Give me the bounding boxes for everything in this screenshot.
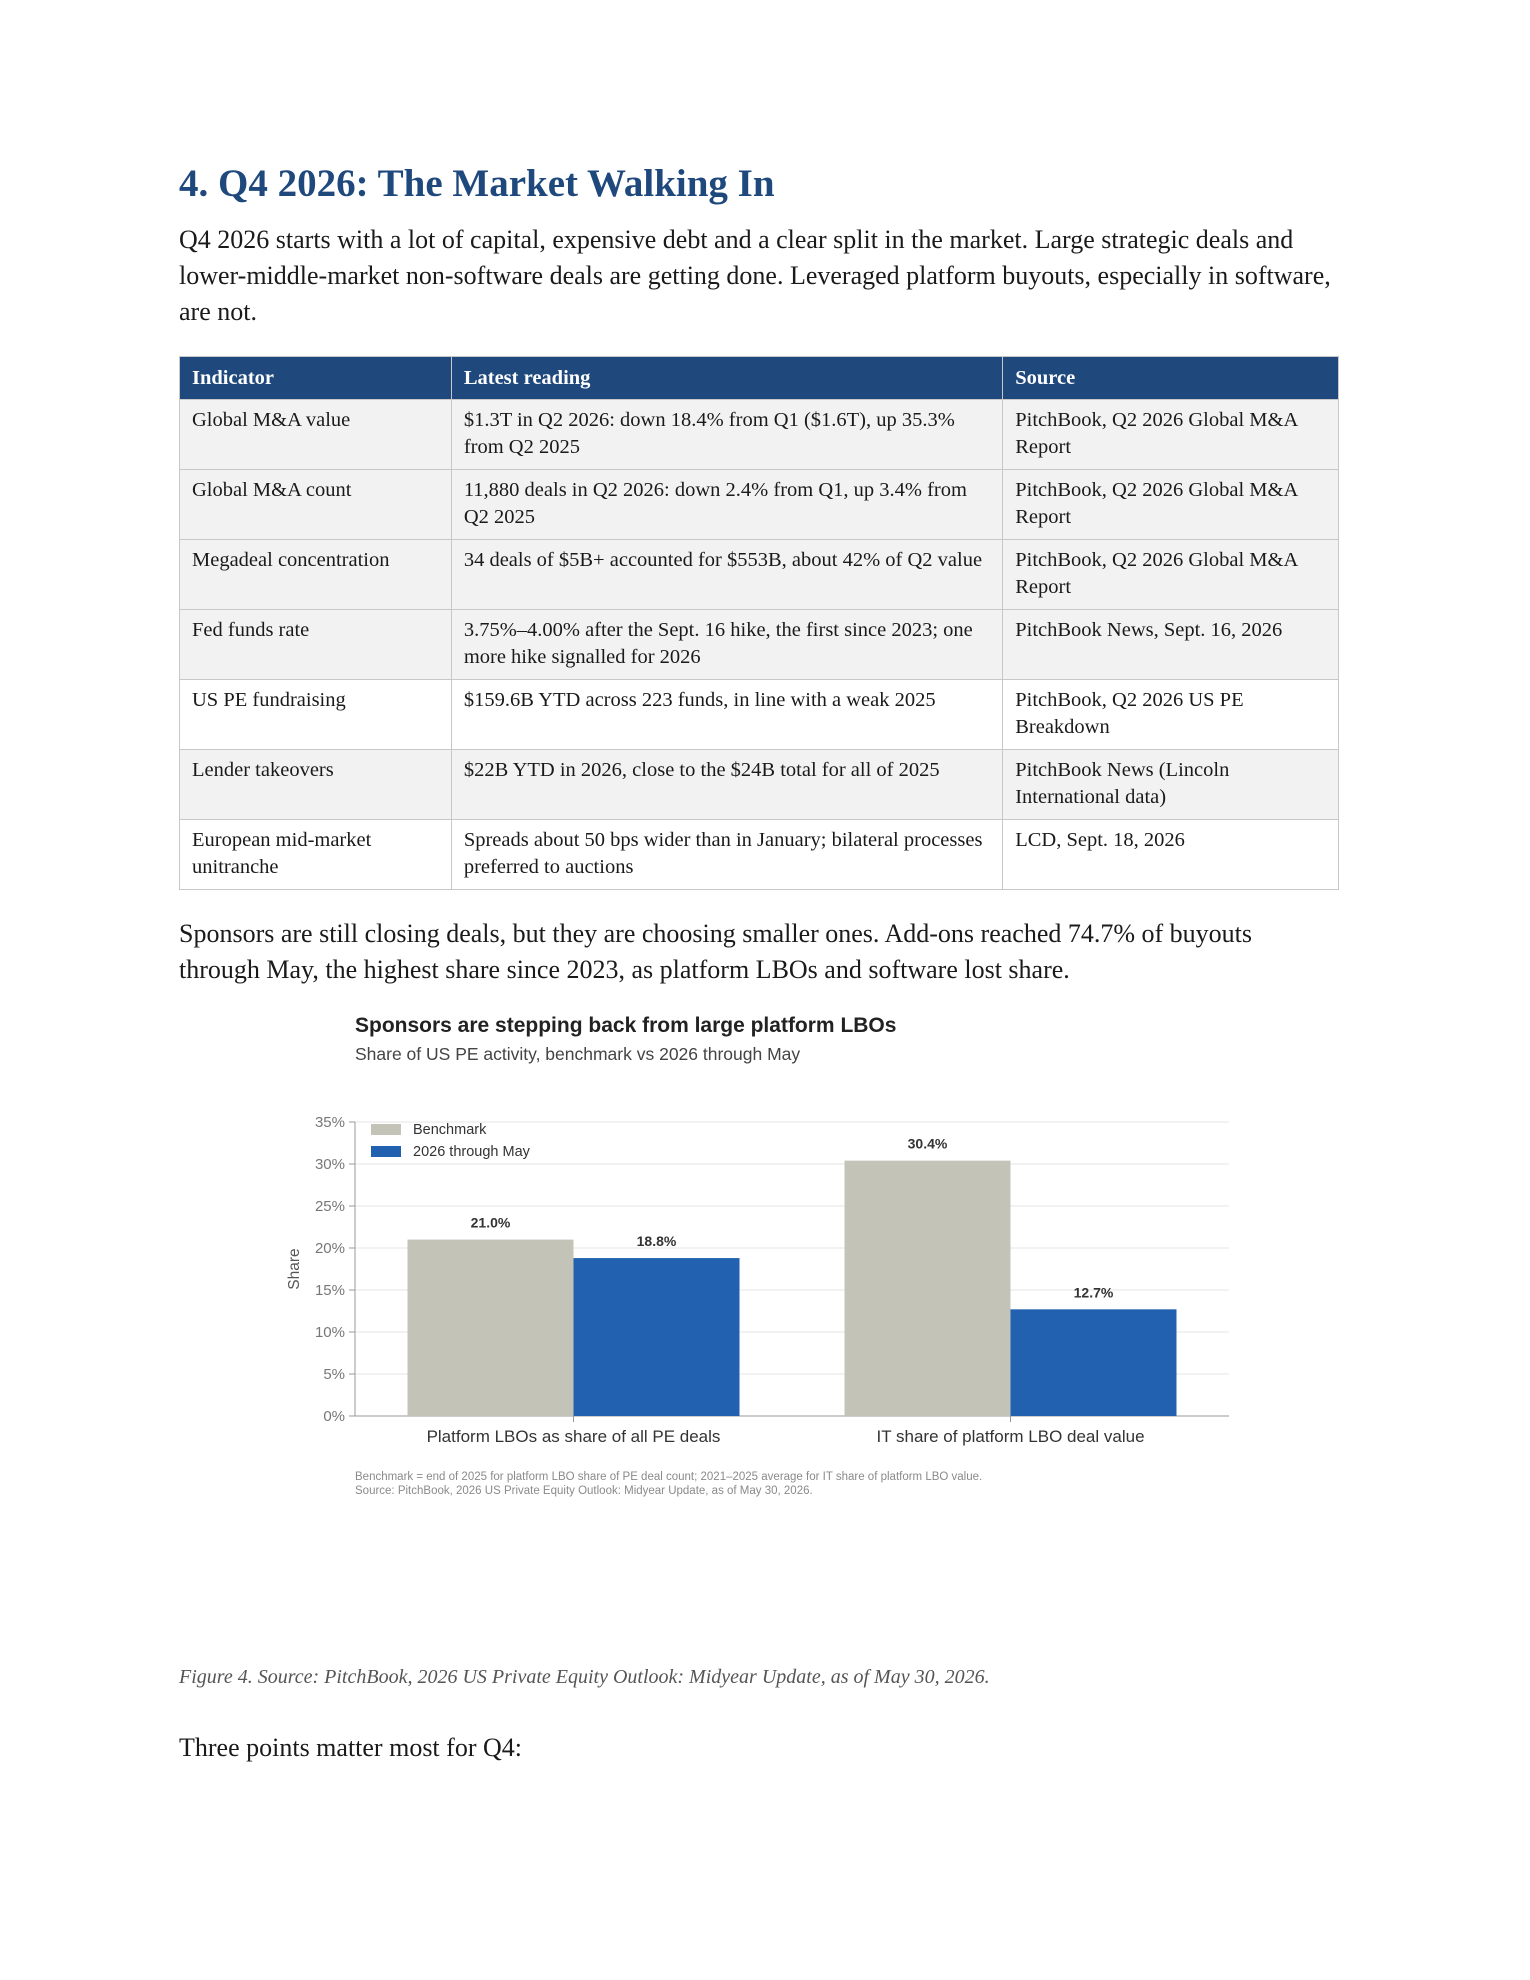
header-indicator: Indicator	[180, 357, 452, 400]
table-row	[180, 400, 1339, 470]
cell-source: PitchBook News, Sept. 16, 2026	[1003, 610, 1339, 680]
y-tick-label: 35%	[314, 1114, 345, 1131]
bar	[408, 1240, 574, 1416]
y-tick-label: 0%	[323, 1408, 345, 1425]
header-reading: Latest reading	[451, 357, 1002, 400]
table-row	[180, 610, 1339, 680]
cell-source: PitchBook, Q2 2026 Global M&A Report	[1003, 400, 1339, 470]
document-page	[179, 160, 1339, 1766]
chart-note: Benchmark = end of 2025 for platform LBO share of PE deal count; 2021–2025 average for IT share of platform LBO value.	[355, 1471, 983, 1483]
bar-chart	[179, 1010, 1339, 1650]
legend-label: 2026 through May	[413, 1144, 530, 1160]
table-header-row	[180, 357, 1339, 400]
chart-note: Source: PitchBook, 2026 US Private Equity Outlook: Midyear Update, as of May 30, 2026.	[355, 1485, 813, 1497]
closing-line: Three points matter most for Q4:	[179, 1733, 522, 1762]
legend-swatch	[371, 1124, 401, 1135]
cell-reading: 34 deals of $5B+ accounted for $553B, about 42% of Q2 value	[451, 540, 1002, 610]
indicator-table	[179, 356, 1339, 890]
cell-indicator: Global M&A value	[180, 400, 452, 470]
cell-source: PitchBook, Q2 2026 Global M&A Report	[1003, 470, 1339, 540]
chart-title: Sponsors are stepping back from large platform LBOs	[355, 1014, 897, 1037]
data-label: 18.8%	[636, 1233, 677, 1250]
header-source: Source	[1003, 357, 1339, 400]
figure-caption: Figure 4. Source: PitchBook, 2026 US Private Equity Outlook: Midyear Update, as of May 30, 2026.	[179, 1666, 990, 1688]
cell-reading: $1.3T in Q2 2026: down 18.4% from Q1 ($1.6T), up 35.3% from Q2 2025	[451, 400, 1002, 470]
x-tick-label: Platform LBOs as share of all PE deals	[426, 1427, 721, 1446]
legend-label: Benchmark	[413, 1122, 487, 1138]
table-row	[180, 680, 1339, 750]
cell-reading: $159.6B YTD across 223 funds, in line with a weak 2025	[451, 680, 1002, 750]
y-tick-label: 30%	[314, 1156, 345, 1173]
data-label: 12.7%	[1073, 1284, 1114, 1301]
y-tick-label: 20%	[314, 1240, 345, 1257]
y-tick-label: 15%	[314, 1282, 345, 1299]
body-paragraph: Sponsors are still closing deals, but they are choosing smaller ones. Add-ons reached 74.7% of buyouts through May, the highest share since 2023, as platform LBOs and software lost share.	[179, 919, 1253, 984]
cell-reading: 3.75%–4.00% after the Sept. 16 hike, the first since 2023; one more hike signalled for 2026	[451, 610, 1002, 680]
bar	[1011, 1309, 1177, 1416]
table-row	[180, 750, 1339, 820]
cell-source: PitchBook, Q2 2026 Global M&A Report	[1003, 540, 1339, 610]
cell-reading: 11,880 deals in Q2 2026: down 2.4% from Q1, up 3.4% from Q2 2025	[451, 470, 1002, 540]
cell-reading: $22B YTD in 2026, close to the $24B total for all of 2025	[451, 750, 1002, 820]
y-tick-label: 5%	[323, 1366, 345, 1383]
section-heading: 4. Q4 2026: The Market Walking In	[179, 162, 775, 205]
cell-source: PitchBook, Q2 2026 US PE Breakdown	[1003, 680, 1339, 750]
cell-source: PitchBook News (Lincoln International data)	[1003, 750, 1339, 820]
legend-swatch	[371, 1146, 401, 1157]
chart-svg	[179, 1010, 1339, 1650]
cell-source: LCD, Sept. 18, 2026	[1003, 820, 1339, 890]
cell-indicator: Fed funds rate	[180, 610, 452, 680]
bar	[845, 1161, 1011, 1416]
x-tick-label: IT share of platform LBO deal value	[876, 1427, 1145, 1446]
y-axis-label: Share	[286, 1248, 303, 1290]
y-tick-label: 10%	[314, 1324, 345, 1341]
bar	[574, 1258, 740, 1416]
cell-indicator: European mid-market unitranche	[180, 820, 452, 890]
cell-indicator: Megadeal concentration	[180, 540, 452, 610]
intro-paragraph: Q4 2026 starts with a lot of capital, expensive debt and a clear split in the market. Large strategic deals and lower-middle-market non-software deals are getting done. Leveraged platform buyouts, especially in software, are not.	[179, 225, 1331, 326]
table-row	[180, 820, 1339, 890]
cell-indicator: Lender takeovers	[180, 750, 452, 820]
data-label: 21.0%	[470, 1214, 511, 1231]
table-row	[180, 470, 1339, 540]
cell-reading: Spreads about 50 bps wider than in January; bilateral processes preferred to auctions	[451, 820, 1002, 890]
table-row	[180, 540, 1339, 610]
data-label: 30.4%	[907, 1135, 948, 1152]
cell-indicator: US PE fundraising	[180, 680, 452, 750]
cell-indicator: Global M&A count	[180, 470, 452, 540]
y-tick-label: 25%	[314, 1198, 345, 1215]
chart-subtitle: Share of US PE activity, benchmark vs 2026 through May	[355, 1044, 801, 1064]
